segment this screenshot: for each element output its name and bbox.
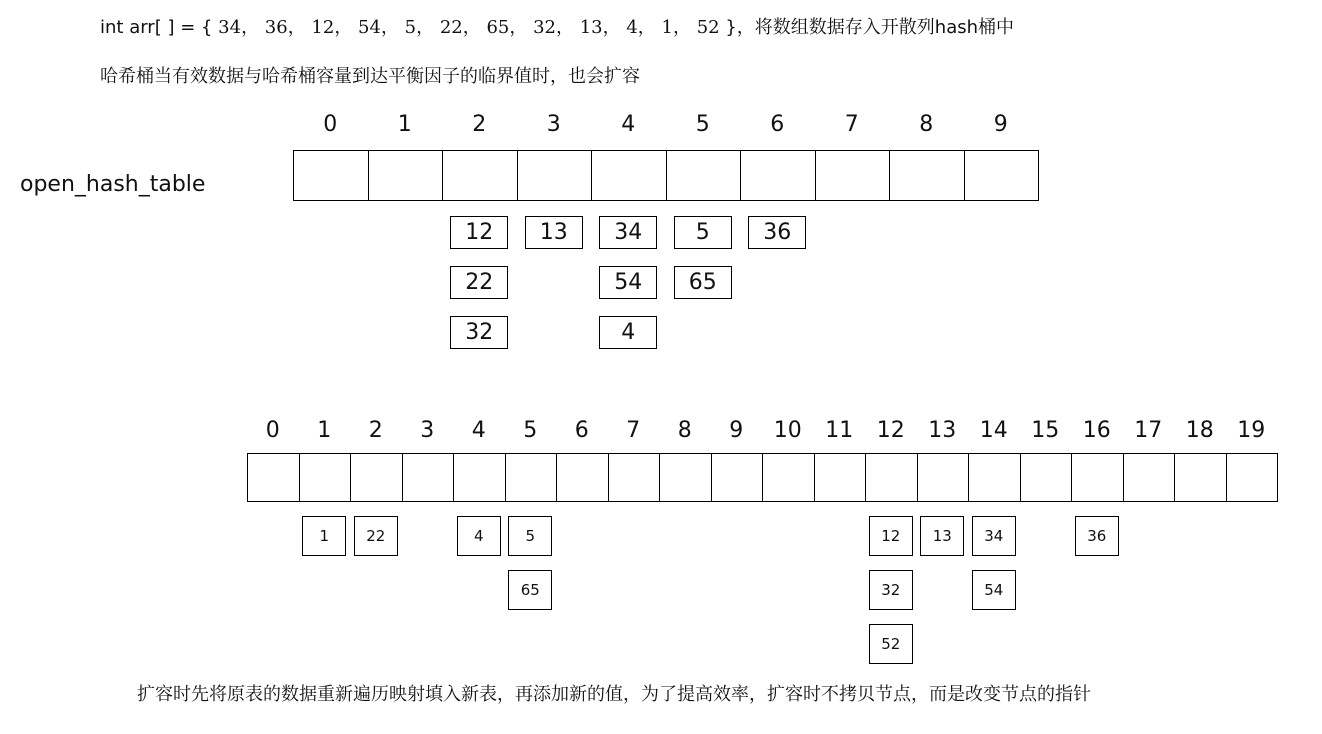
bucket-node: 65: [674, 266, 732, 299]
bucket-node: 36: [748, 216, 806, 249]
bucket-cell-14: [968, 453, 1021, 502]
bucket-index-15: 15: [1031, 418, 1060, 443]
bucket-index-9: 9: [729, 418, 744, 443]
bucket-index-2: 2: [472, 112, 487, 137]
bucket-index-2: 2: [368, 418, 383, 443]
bucket-node: 13: [920, 516, 964, 556]
bucket-cell-18: [1174, 453, 1227, 502]
bucket-index-8: 8: [677, 418, 692, 443]
bucket-cell-17: [1123, 453, 1176, 502]
bucket-index-5: 5: [695, 112, 710, 137]
array-values: 34， 36， 12， 54， 5， 22， 65， 32， 13， 4， 1， 52: [212, 17, 726, 38]
bucket-index-17: 17: [1134, 418, 1163, 443]
array-definition-text: [100, 13, 1014, 39]
bucket-cell-9: [711, 453, 764, 502]
bucket-cell-10: [762, 453, 815, 502]
bucket-node: 65: [508, 570, 552, 610]
bucket-node: 1: [302, 516, 346, 556]
bucket-node: 36: [1075, 516, 1119, 556]
rehash-note-text: 扩容时先将原表的数据重新遍历映射填入新表，再添加新的值，为了提高效率，扩容时不拷贝节点，而是改变节点的指针: [137, 684, 1091, 705]
bucket-index-6: 6: [574, 418, 589, 443]
bucket-node: 4: [457, 516, 501, 556]
bucket-node: 34: [599, 216, 657, 249]
bucket-cell-7: [815, 150, 891, 201]
array-prefix: int arr[ ] = {: [100, 17, 213, 38]
bucket-index-11: 11: [825, 418, 854, 443]
bucket-index-1: 1: [317, 418, 332, 443]
bucket-node: 34: [972, 516, 1016, 556]
bucket-index-4: 4: [471, 418, 486, 443]
bucket-index-1: 1: [397, 112, 412, 137]
bucket-node: 5: [674, 216, 732, 249]
bucket-index-5: 5: [523, 418, 538, 443]
bucket-cell-12: [865, 453, 918, 502]
bucket-cell-5: [666, 150, 742, 201]
bucket-node: 13: [525, 216, 583, 249]
bucket-node: 12: [450, 216, 508, 249]
bucket-cell-16: [1071, 453, 1124, 502]
bucket-cell-7: [608, 453, 661, 502]
bucket-cell-11: [814, 453, 867, 502]
bucket-node: 22: [450, 266, 508, 299]
bucket-cell-3: [517, 150, 593, 201]
bucket-index-19: 19: [1237, 418, 1266, 443]
bucket-node: 12: [869, 516, 913, 556]
bucket-node: 54: [972, 570, 1016, 610]
bucket-cell-1: [299, 453, 352, 502]
bucket-index-8: 8: [919, 112, 934, 137]
bucket-cell-15: [1020, 453, 1073, 502]
bucket-node: 52: [869, 624, 913, 664]
bucket-index-9: 9: [993, 112, 1008, 137]
bucket-cell-2: [442, 150, 518, 201]
bucket-cell-3: [402, 453, 455, 502]
bucket-index-0: 0: [265, 418, 280, 443]
bucket-index-6: 6: [770, 112, 785, 137]
bucket-cell-8: [889, 150, 965, 201]
bucket-cell-6: [740, 150, 816, 201]
bucket-index-0: 0: [323, 112, 338, 137]
bucket-node: 32: [450, 316, 508, 349]
bucket-cell-9: [964, 150, 1040, 201]
bucket-cell-5: [505, 453, 558, 502]
bucket-cell-19: [1226, 453, 1279, 502]
bucket-node: 4: [599, 316, 657, 349]
bucket-index-10: 10: [773, 418, 802, 443]
bucket-index-12: 12: [876, 418, 905, 443]
bucket-index-4: 4: [621, 112, 636, 137]
bucket-node: 22: [354, 516, 398, 556]
bucket-cell-0: [247, 453, 300, 502]
bucket-cell-4: [453, 453, 506, 502]
bucket-index-18: 18: [1185, 418, 1214, 443]
bucket-index-14: 14: [979, 418, 1008, 443]
bucket-cell-8: [659, 453, 712, 502]
bucket-node: 32: [869, 570, 913, 610]
bucket-index-13: 13: [928, 418, 957, 443]
bucket-node: 54: [599, 266, 657, 299]
bucket-index-3: 3: [420, 418, 435, 443]
bucket-cell-4: [591, 150, 667, 201]
bucket-index-7: 7: [626, 418, 641, 443]
array-suffix: }，将数组数据存入开散列hash桶中: [725, 17, 1015, 38]
bucket-cell-6: [556, 453, 609, 502]
bucket-cell-2: [350, 453, 403, 502]
rehash-condition-text: 哈希桶当有效数据与哈希桶容量到达平衡因子的临界值时，也会扩容: [100, 66, 640, 87]
bucket-index-7: 7: [844, 112, 859, 137]
bucket-cell-0: [293, 150, 369, 201]
bucket-node: 5: [508, 516, 552, 556]
bucket-cell-1: [368, 150, 444, 201]
bucket-cell-13: [917, 453, 970, 502]
bucket-index-16: 16: [1082, 418, 1111, 443]
open-hash-table-label: open_hash_table: [20, 172, 206, 197]
bucket-index-3: 3: [546, 112, 561, 137]
